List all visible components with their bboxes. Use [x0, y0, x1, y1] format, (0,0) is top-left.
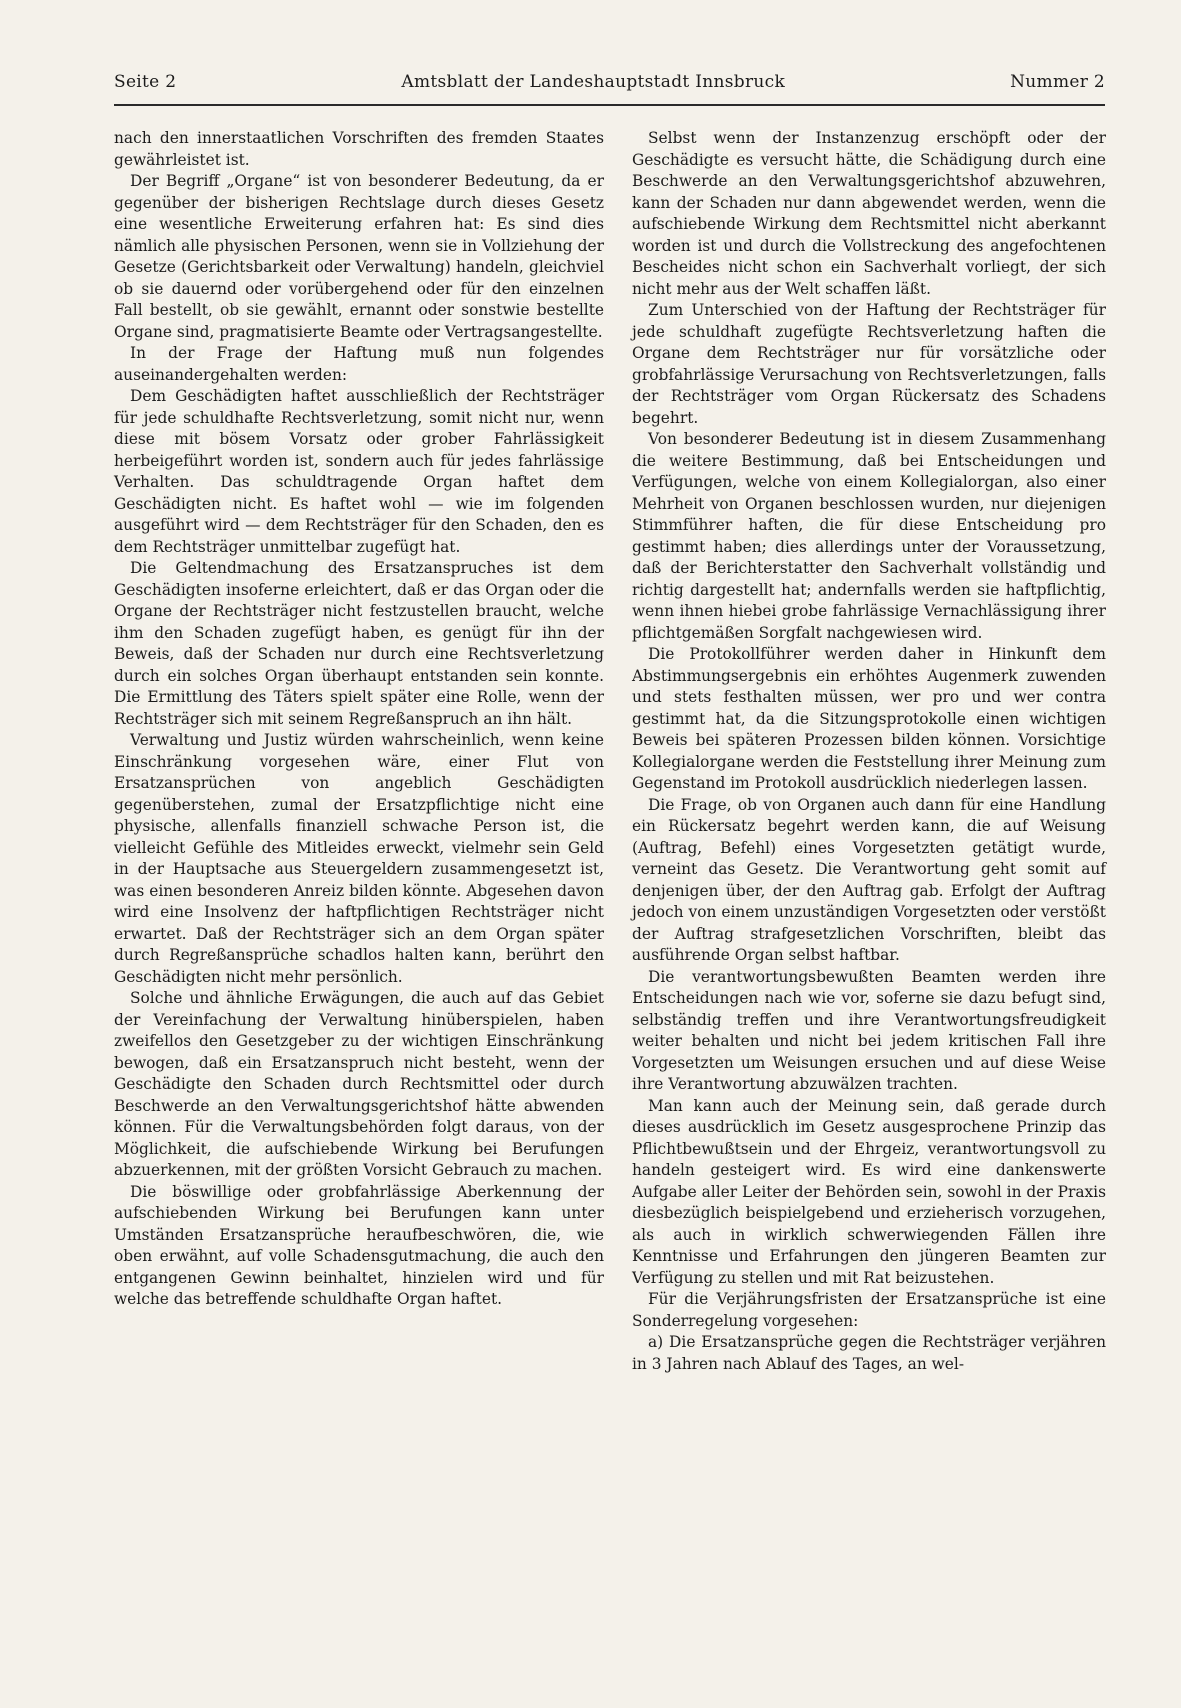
paragraph: Verwaltung und Justiz würden wahrscheinlich, wenn keine Einschränkung vorgesehen wäre, einer Flut von Ersatzansprüchen von angeblich Geschädigten gegenüberstehen, zumal der Ersatzpflichtige nicht eine physische, allenfalls finanziell schwache Person ist, die vielleicht Gefühle des Mitleides erweckt, vielmehr sein Geld in der Hauptsache aus Steuergeldern zusammengesetzt ist, was einen besonderen Anreiz bilden könnte. Abgesehen davon wird eine Insolvenz der haftpflichtigen Rechtsträger nicht erwartet. Daß der Rechtsträger sich an dem Organ später durch Regreßansprüche schadlos halten kann, berührt den Geschädigten nicht mehr persönlich. [114, 731, 604, 986]
right-column [632, 128, 1106, 1375]
paragraph: Die böswillige oder grobfahrlässige Aberkennung der aufschiebenden Wirkung bei Berufungen kann unter Umständen Ersatzansprüche heraufbeschwören, die, wie oben erwähnt, auf volle Schadensgutmachung, die auch den entgangenen Gewinn beinhaltet, hinzielen wird und für welche das betreffende schuldhafte Organ haftet. [114, 1182, 604, 1308]
paragraph: nach den innerstaatlichen Vorschriften des fremden Staates gewährleistet ist. [114, 129, 604, 169]
paragraph: Dem Geschädigten haftet ausschließlich der Rechtsträger für jede schuldhafte Rechtsverletzung, somit nicht nur, wenn diese mit bösem Vorsatz oder grober Fahrlässigkeit herbeigeführt worden ist, sondern auch für jedes fahrlässige Verhalten. Das schuldtragende Organ haftet dem Geschädigten nicht. Es haftet wohl — wie im folgenden ausgeführt wird — dem Rechtsträger für den Schaden, den es dem Rechtsträger unmittelbar zugefügt hat. [114, 387, 604, 556]
publication-title: Amtsblatt der Landeshauptstadt Innsbruck [401, 72, 786, 92]
paragraph: Der Begriff „Organe“ ist von besonderer Bedeutung, da er gegenüber der bisherigen Rechtslage durch dieses Gesetz eine wesentliche Erweiterung erfahren hat: Es sind dies nämlich alle physischen Personen, wenn sie in Vollziehung der Gesetze (Gerichtsbarkeit oder Verwaltung) handeln, gleichviel ob sie dauernd oder vorübergehend oder für den einzelnen Fall bestellt, ob sie gewählt, ernannt oder sonstwie bestellte Organe sind, pragmatisierte Beamte oder Vertragsangestellte. [114, 172, 604, 341]
paragraph: Man kann auch der Meinung sein, daß gerade durch dieses ausdrücklich im Gesetz ausgesprochene Prinzip das Pflichtbewußtsein und der Ehrgeiz, verantwortungsvoll zu handeln gesteigert wird. Es wird eine dankenswerte Aufgabe aller Leiter der Behörden sein, sowohl in der Praxis diesbezüglich beispielgebend und erzieherisch vorzugehen, als auch in wirklich schwerwiegenden Fällen ihre Kenntnisse und Erfahrungen den jüngeren Beamten zur Verfügung zu stellen und mit Rat beizustehen. [632, 1096, 1106, 1287]
paragraph: Die Geltendmachung des Ersatzanspruches ist dem Geschädigten insoferne erleichtert, daß er das Organ oder die Organe der Rechtsträger nicht festzustellen braucht, welche ihm den Schaden zugefügt haben, es genügt für ihn der Beweis, daß der Schaden nur durch eine Rechtsverletzung durch ein solches Organ überhaupt entstanden sein konnte. Die Ermittlung des Täters spielt später eine Rolle, wenn der Rechtsträger sich mit seinem Regreßanspruch an ihn hält. [114, 559, 604, 728]
paragraph: In der Frage der Haftung muß nun folgendes auseinandergehalten werden: [114, 344, 604, 384]
paragraph: Von besonderer Bedeutung ist in diesem Zusammenhang die weitere Bestimmung, daß bei Entscheidungen und Verfügungen, welche von einem Kollegialorgan, also einer Mehrheit von Organen beschlossen wurden, nur diejenigen Stimmführer haften, die für diese Entscheidung pro gestimmt haben; dies allerdings unter der Voraussetzung, daß der Berichterstatter den Sachverhalt vollständig und richtig dargestellt hat; andernfalls werden sie haftpflichtig, wenn ihnen hiebei grobe fahrlässige Vernachlässigung ihrer pflichtgemäßen Sorgfalt nachgewiesen wird. [632, 430, 1106, 642]
paragraph: Solche und ähnliche Erwägungen, die auch auf das Gebiet der Vereinfachung der Verwaltung hinüberspielen, haben zweifellos den Gesetzgeber zu der wichtigen Einschränkung bewogen, daß ein Ersatzanspruch nicht besteht, wenn der Geschädigte den Schaden durch Rechtsmittel oder durch Beschwerde an den Verwaltungsgerichtshof hätte abwenden können. Für die Verwaltungsbehörden folgt daraus, von der Möglichkeit, die aufschiebende Wirkung bei Berufungen abzuerkennen, mit der größten Vorsicht Gebrauch zu machen. [114, 989, 604, 1179]
paragraph: Für die Verjährungsfristen der Ersatzansprüche ist eine Sonderregelung vorgesehen: [632, 1290, 1106, 1330]
paragraph: Die Protokollführer werden daher in Hinkunft dem Abstimmungsergebnis ein erhöhtes Augenmerk zuwenden und stets festhalten müssen, wer pro und wer contra gestimmt hat, da die Sitzungsprotokolle einen wichtigen Beweis bei späteren Prozessen bilden können. Vorsichtige Kollegialorgane werden die Feststellung ihrer Meinung zum Gegenstand im Protokoll ausdrücklich niederlegen lassen. [632, 645, 1106, 792]
paragraph: Selbst wenn der Instanzenzug erschöpft oder der Geschädigte es versucht hätte, die Schädigung durch eine Beschwerde an den Verwaltungsgerichtshof abzuwehren, kann der Schaden nur dann abgewendet werden, wenn die aufschiebende Wirkung dem Rechtsmittel nicht aberkannt worden ist und durch die Vollstreckung des angefochtenen Bescheides nicht schon ein Sachverhalt vorliegt, der sich nicht mehr aus der Welt schaffen läßt. [632, 129, 1106, 298]
paragraph: a) Die Ersatzansprüche gegen die Rechtsträger verjähren in 3 Jahren nach Ablauf des Tages, an wel- [632, 1333, 1106, 1373]
header-rule [114, 104, 1105, 106]
page-header [114, 72, 1105, 92]
left-column [114, 128, 604, 1311]
paragraph: Die verantwortungsbewußten Beamten werden ihre Entscheidungen nach wie vor, soferne sie dazu befugt sind, selbständig treffen und ihre Verantwortungsfreudigkeit weiter behalten und nicht bei jedem kritischen Fall ihre Vorgesetzten um Weisungen ersuchen und auf diese Weise ihre Verantwortung abzuwälzen trachten. [632, 967, 1106, 1093]
issue-number: Nummer 2 [1010, 72, 1105, 92]
paragraph: Zum Unterschied von der Haftung der Rechtsträger für jede schuldhaft zugefügte Rechtsverletzung haften die Organe dem Rechtsträger nur für vorsätzliche oder grobfahrlässige Verursachung von Rechtsverletzungen, falls der Rechtsträger vom Organ Rückersatz des Schadens begehrt. [632, 301, 1106, 427]
page-number: Seite 2 [114, 72, 177, 92]
paragraph: Die Frage, ob von Organen auch dann für eine Handlung ein Rückersatz begehrt werden kann, die auf Weisung (Auftrag, Befehl) eines Vorgesetzten getätigt wurde, verneint das Gesetz. Die Verantwortung geht somit auf denjenigen über, der den Auftrag gab. Erfolgt der Auftrag jedoch von einem unzuständigen Vorgesetzten oder verstößt der Auftrag strafgesetzlichen Vorschriften, bleibt das ausführende Organ selbst haftbar. [632, 795, 1106, 964]
